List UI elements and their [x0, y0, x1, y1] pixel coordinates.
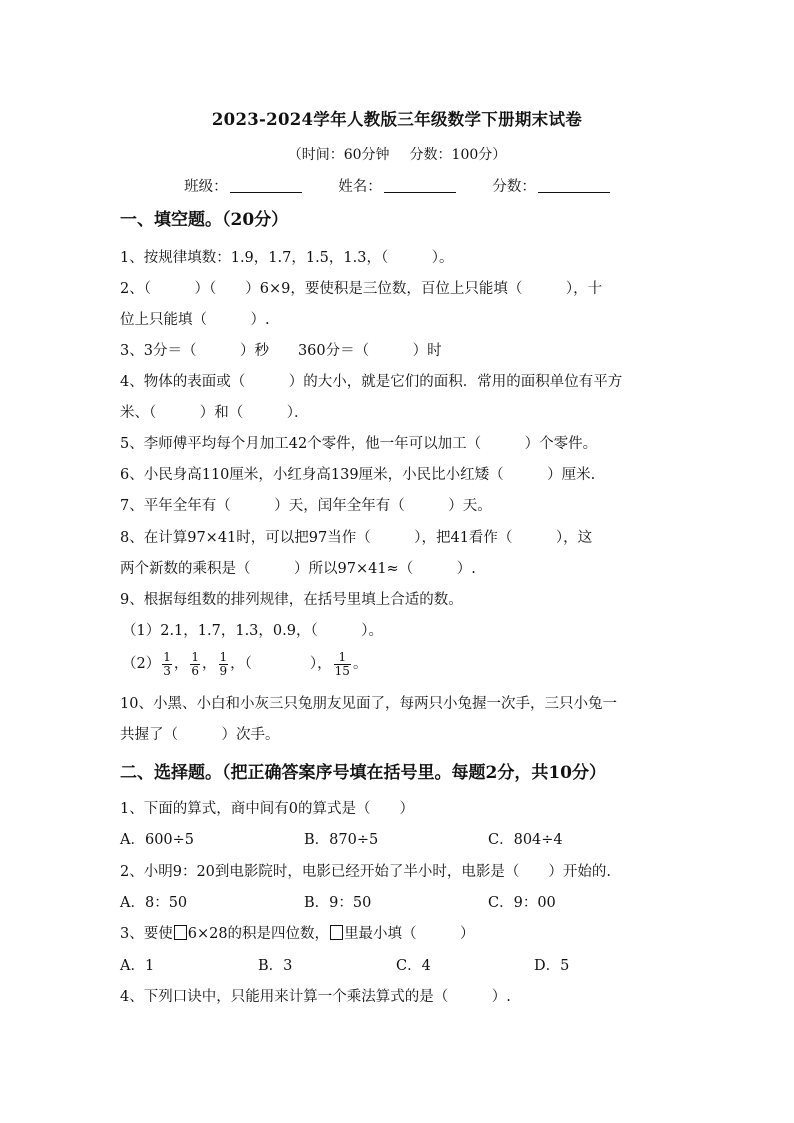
score-label: 分数：: [492, 179, 536, 195]
name-label: 姓名：: [338, 179, 382, 195]
section-1-heading: 一、填空题。（20分）: [120, 210, 289, 230]
numerator: 1: [163, 649, 171, 664]
question-1-4-line2: 米、（ ）和（ ）．: [120, 405, 309, 421]
numerator: 1: [334, 651, 351, 665]
question-1-10-line2: 共握了（ ）次手。: [120, 727, 280, 743]
question-1-1: 1、按规律填数：1.9，1.7，1.5，1.3，（ ）。: [120, 250, 454, 266]
fraction-one-third: [162, 651, 172, 678]
blank-box-icon: [330, 925, 343, 940]
option-d[interactable]: D．5: [534, 958, 570, 974]
q3-prefix: 3、要使: [120, 926, 173, 942]
denominator: 9: [219, 663, 228, 678]
name-field[interactable]: [338, 175, 456, 196]
exam-meta: [0, 144, 794, 164]
question-1-5: 5、李师傅平均每个月加工42个零件，他一年可以加工（ ）个零件。: [120, 436, 598, 452]
name-blank[interactable]: [384, 178, 456, 193]
time-label: （时间：60分钟: [287, 147, 390, 163]
option-a[interactable]: A．600÷5: [120, 832, 195, 848]
question-1-3: 3、3分＝（ ）秒 360分＝（ ）时: [120, 343, 442, 359]
option-c[interactable]: C．4: [396, 958, 431, 974]
question-2-2: 2、小明9：20到电影院时，电影已经开始了半小时，电影是（ ）开始的.: [120, 864, 612, 880]
question-1-10-line1: 10、小黑、小白和小灰三只兔朋友见面了，每两只小兔握一次手，三只小兔一: [120, 696, 617, 712]
option-b[interactable]: B．3: [258, 958, 293, 974]
option-a[interactable]: A．1: [120, 958, 155, 974]
score-blank[interactable]: [538, 178, 610, 193]
total-score-label: 分数：100分）: [409, 147, 507, 163]
denominator: 6: [191, 663, 200, 678]
fraction-one-ninth: [219, 651, 229, 678]
option-c[interactable]: C．804÷4: [488, 832, 563, 848]
section-2-heading: 二、选择题。（把正确答案序号填在括号里。每题2分，共10分）: [120, 763, 606, 783]
class-blank[interactable]: [230, 178, 302, 193]
class-label: 班级：: [184, 179, 228, 195]
question-1-9-part2: （2） $\frac{1}{3}$ ， $\frac{1}{6}$ ， $\frac{1}{9}$ ，（ ）， $\frac{1}{15}$ 。: [122, 649, 368, 678]
question-1-8-line1: 8、在计算97×41时，可以把97当作（ ），把41看作（ ），这: [120, 530, 593, 546]
question-2-3: [120, 924, 475, 944]
q3-mid: 6×28的积是四位数，: [187, 926, 330, 942]
numerator: 1: [191, 649, 200, 664]
page-title: 2023-2024学年人教版三年级数学下册期末试卷: [211, 110, 583, 129]
question-1-9-part1: （1）2.1，1.7，1.3，0.9，（ ）。: [122, 623, 383, 639]
question-1-6: 6、小民身高110厘米，小红身高139厘米，小民比小红矮（ ）厘米.: [120, 467, 596, 483]
fraction-one-fifteenth: [334, 651, 351, 678]
option-c[interactable]: C．9：00: [488, 895, 556, 911]
numerator: 1: [219, 649, 228, 664]
answer-blank[interactable]: ，（ ），: [230, 656, 332, 672]
question-1-8-line2: 两个新数的乘积是（ ）所以97×41≈（ ）.: [120, 561, 476, 577]
part2-end: 。: [352, 656, 368, 672]
option-b[interactable]: B．9：50: [304, 895, 372, 911]
question-2-4: 4、下列口诀中，只能用来计算一个乘法算式的是（ ）.: [120, 989, 511, 1005]
student-info-row: [0, 175, 794, 196]
denominator: 3: [163, 663, 171, 678]
score-field[interactable]: [492, 175, 610, 196]
class-field[interactable]: [184, 175, 302, 196]
q3-end: 里最小填（ ）: [344, 926, 475, 942]
option-a[interactable]: A．8：50: [120, 895, 188, 911]
option-b[interactable]: B．870÷5: [304, 832, 379, 848]
fraction-one-sixth: [190, 651, 200, 678]
question-1-2-line1: 2、（ ）（ ）6×9，要使积是三位数，百位上只能填（ ），十: [120, 281, 603, 297]
denominator: 15: [334, 663, 350, 678]
question-1-7: 7、平年全年有（ ）天，闰年全年有（ ）天。: [120, 498, 492, 514]
question-1-2-line2: 位上只能填（ ）.: [120, 312, 270, 328]
blank-box-icon: [174, 925, 187, 940]
question-2-1: 1、下面的算式，商中间有0的算式是（ ）: [120, 801, 414, 817]
question-1-9: 9、根据每组数的排列规律，在括号里填上合适的数。: [120, 592, 463, 608]
question-1-4-line1: 4、物体的表面或（ ）的大小，就是它们的面积．常用的面积单位有平方: [120, 374, 623, 390]
part2-prefix: （2）: [122, 656, 161, 672]
